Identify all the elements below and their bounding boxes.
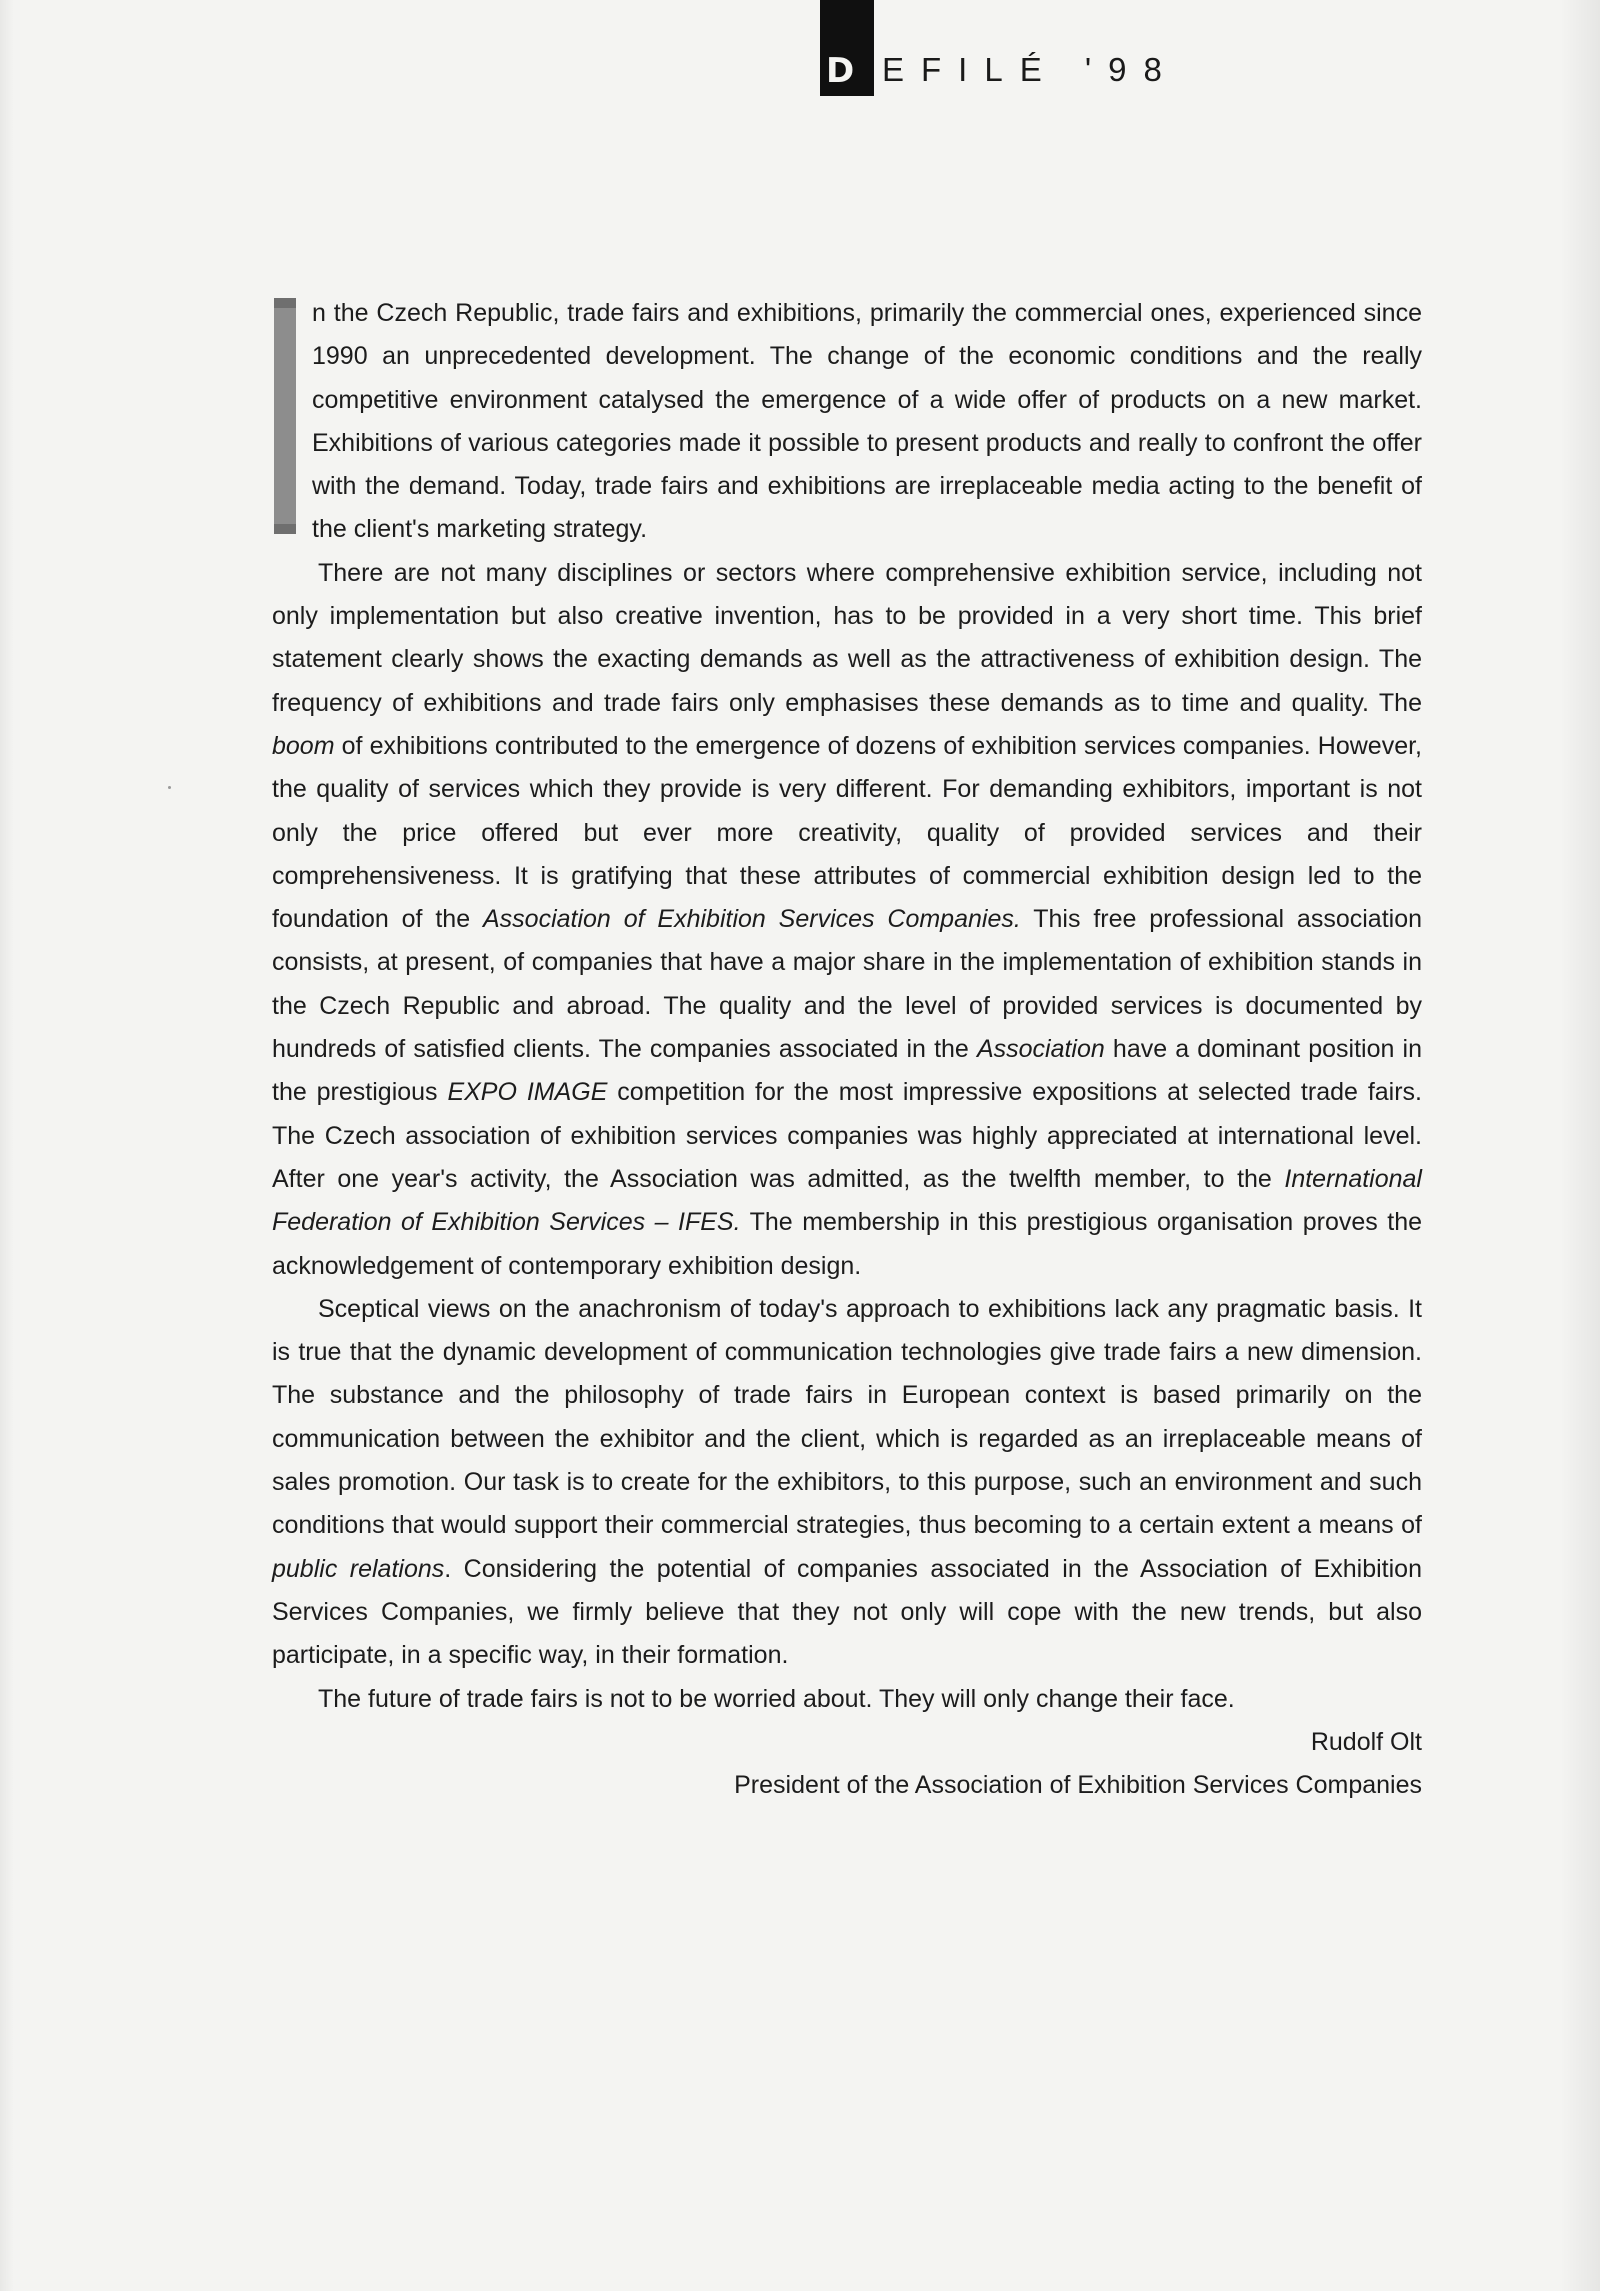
page-header <box>820 0 1180 96</box>
text-span: have a dominant position in the prestigious <box>272 1035 1422 1107</box>
text-span: . Considering the potential of companies associated in the Association of Exhibition Services Companies, we firmly believe that they not only will cope with the new trends, but also participate, in a specific way, in their formation. <box>272 1554 1422 1670</box>
emphasis-association-name: Association of Exhibition Services Companies. <box>482 905 1021 934</box>
paragraph-future: The future of trade fairs is not to be worried about. They will only change their face. <box>318 1684 1235 1713</box>
page-title: EFILÉ '98 <box>882 51 1179 88</box>
emphasis-association: Association <box>976 1035 1105 1064</box>
paragraph-intro: n the Czech Republic, trade fairs and exhibitions, primarily the commercial ones, experienced since 1990 an unprecedented development. The change of the economic conditions and the really competitive environment catalysed the emergence of a wide offer of products on a new market. Exhibitions of various categories made it possible to present products and really to confront the offer with the demand. Today, trade fairs and exhibitions are irreplaceable media acting to the benefit of the client's marketing strategy. <box>312 299 1422 544</box>
emphasis-public-relations: public relations <box>272 1554 445 1583</box>
emphasis-ifes: International Federation of Exhibition Services – IFES. <box>272 1164 1422 1237</box>
drop-cap-letter <box>274 298 296 534</box>
logo-letter: D <box>826 51 855 91</box>
emphasis-expo-image: EXPO IMAGE <box>447 1078 608 1107</box>
article-body <box>272 292 1422 1807</box>
text-span: of exhibitions contributed to the emergence of dozens of exhibition services companies. However, the quality of services which they provide is very different. For demanding exhibitors, important is not only the price offered but ever more creativity, quality of provided services and their comprehensiveness. It is gratifying that these attributes of commercial exhibition design led to the foundation of the <box>272 731 1422 934</box>
paragraph-exhibition-service <box>272 552 1422 1288</box>
logo-block <box>820 0 874 96</box>
page-edge-shadow-right <box>1560 0 1600 2291</box>
paragraph-sceptical-views <box>272 1288 1422 1678</box>
text-span: Sceptical views on the anachronism of today's approach to exhibitions lack any pragmatic basis. It is true that the dynamic development of communication technologies give trade fairs a new dimension. The substance and the philosophy of trade fairs in European context is based primarily on the communication between the exhibitor and the client, which is regarded as an irreplaceable means of sales promotion. Our task is to create for the exhibitors, to this purpose, such an environment and such conditions that would support their commercial strategies, thus becoming to a certain extent a means of <box>272 1294 1422 1540</box>
paper-speck <box>168 786 171 789</box>
signature-name: Rudolf Olt <box>1310 1727 1422 1756</box>
page-edge-shadow-left <box>0 0 14 2291</box>
text-span: This free professional association consists, at present, of companies that have a major share in the implementation of exhibition stands in the Czech Republic and abroad. The quality and the level of provided services is documented by hundreds of satisfied clients. The companies associated in the <box>272 905 1423 1064</box>
drop-cap <box>272 298 310 542</box>
emphasis-boom: boom <box>272 731 335 760</box>
text-span: competition for the most impressive expositions at selected trade fairs. The Czech association of exhibition services companies was highly appreciated at international level. After one year's activity, the Association was admitted, as the twelfth member, to the <box>272 1078 1422 1193</box>
text-span: There are not many disciplines or sectors where comprehensive exhibition service, including not only implementation but also creative invention, has to be provided in a very short time. This brief statement clearly shows the exacting demands as well as the attractiveness of exhibition design. The frequency of exhibitions and trade fairs only emphasises these demands as to time and quality. The <box>272 558 1422 717</box>
text-span: The membership in this prestigious organisation proves the acknowledgement of contemporary exhibition design. <box>272 1208 1423 1280</box>
signature-title: President of the Association of Exhibition Services Companies <box>734 1771 1422 1800</box>
